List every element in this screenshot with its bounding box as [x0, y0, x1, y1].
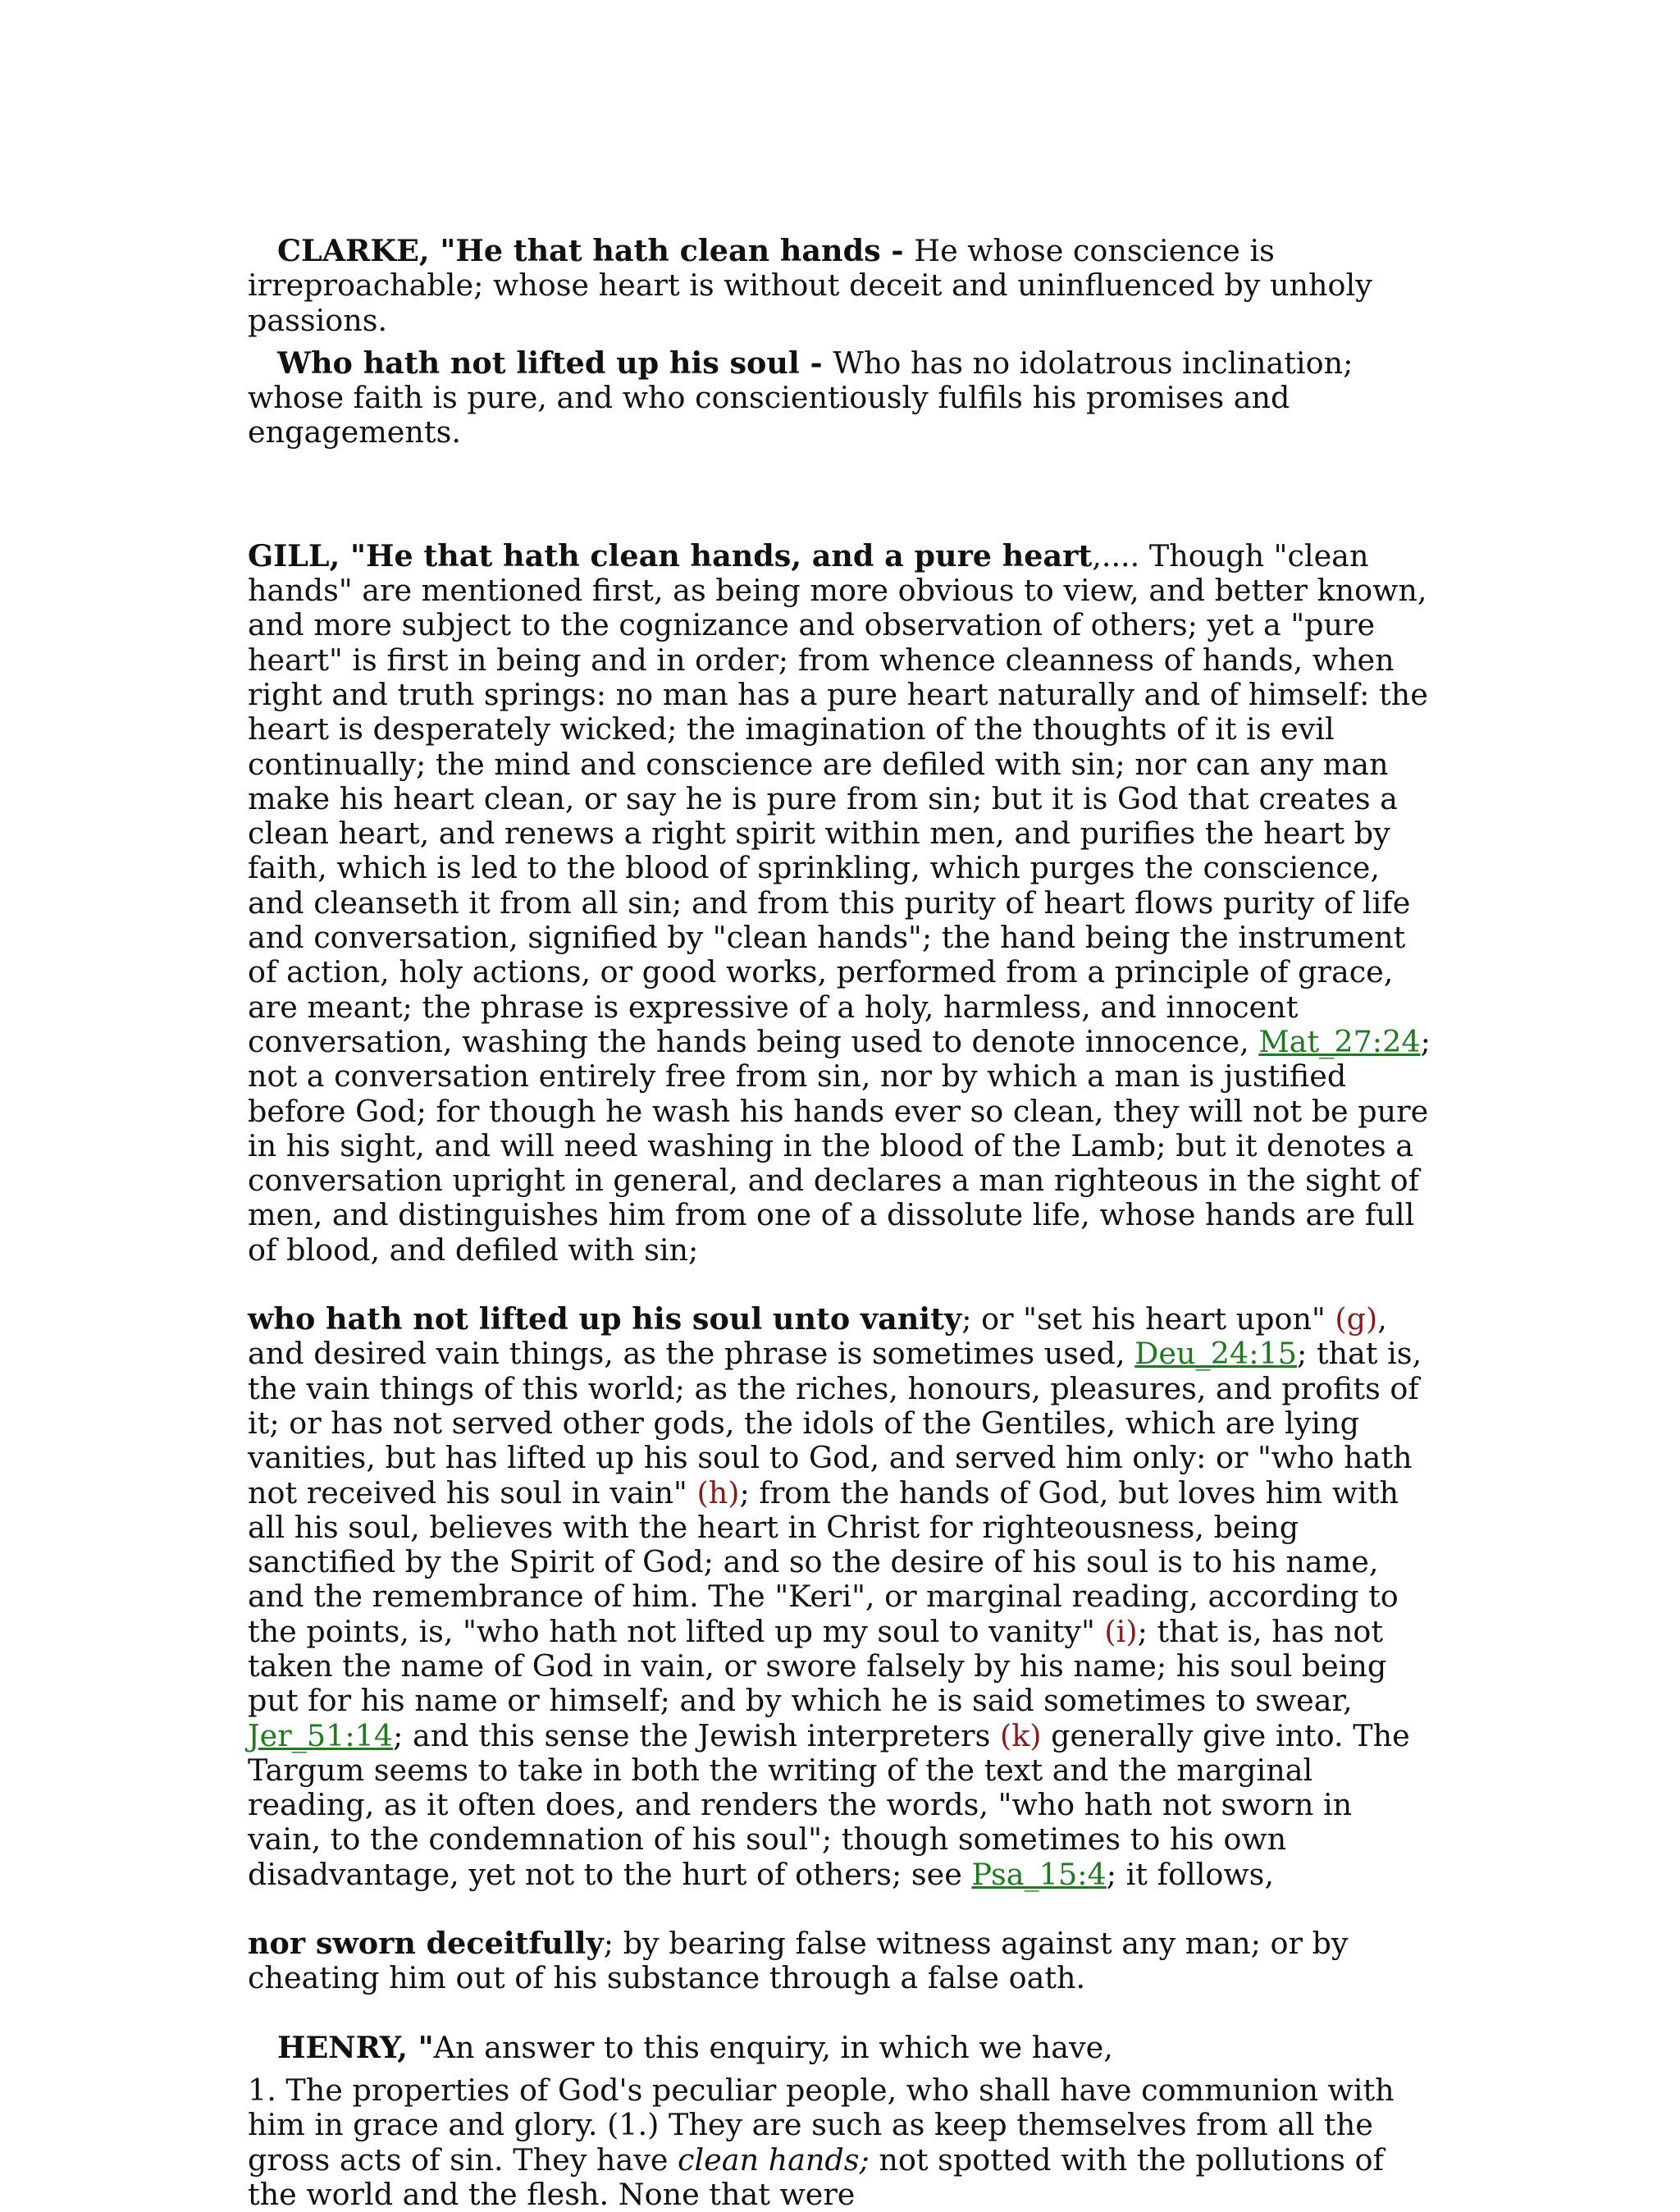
gill-subheading-vanity: who hath not lifted up his soul unto vanity [248, 1301, 962, 1337]
footnote-link-i[interactable]: (i) [1104, 1613, 1138, 1649]
clarke-text-1: He whose conscience is irreproachable; whose heart is without deceit and uninfluenced by unholy passions. [248, 233, 1372, 338]
scripture-link-jer-51-14[interactable]: Jer_51:14 [248, 1717, 394, 1753]
clarke-subheading: Who hath not lifted up his soul - [277, 345, 833, 381]
gill-text-2e: ; that is, has not taken the name of God in vain, or swore falsely by his name; his soul being put for his name or himself; and by which he is said sometimes to swear, [248, 1613, 1387, 1719]
gill-text-2h: ; it follows, [1106, 1856, 1274, 1892]
footnote-link-h[interactable]: (h) [696, 1474, 740, 1510]
gill-text-2b: , and desired vain things, as the phrase is sometimes used, [248, 1301, 1387, 1372]
footnote-link-g[interactable]: (g) [1335, 1301, 1378, 1337]
gill-text-2c: ; that is, the vain things of this world; as the riches, honours, pleasures, and profits of it; or has not served other gods, the idols of the Gentiles, which are lying vanities, but has lifted up his soul to God, and served him only: or "who hath not received his soul in vain" [248, 1336, 1422, 1510]
scripture-link-psa-15-4[interactable]: Psa_15:4 [971, 1856, 1107, 1892]
henry-text-1: An answer to this enquiry, in which we have, [433, 2029, 1113, 2065]
clarke-text-2: Who has no idolatrous inclination; whose faith is pure, and who conscientiously fulfils his promises and engagements. [248, 345, 1354, 450]
gill-text-2g: generally give into. The Targum seems to take in both the writing of the text and the marginal reading, as it often does, and renders the words, "who hath not sworn in vain, to the condemnation of his soul"; though sometimes to his own disadvantage, yet not to the hurt of others; see [248, 1717, 1410, 1892]
gill-text-1b: ; not a conversation entirely free from sin, nor by which a man is justified before God; for though he wash his hands ever so clean, they will not be pure in his sight, and will need washing in the blood of the Lamb; but it denotes a conversation upright in general, and declares a man righteous in the sight of men, and distinguishes him from one of a dissolute life, whose hands are full of blood, and defiled with sin; [248, 1023, 1431, 1268]
gill-text-2a: ; or "set his heart upon" [961, 1301, 1335, 1337]
clarke-paragraph-1 [248, 234, 1434, 338]
gill-heading: GILL, "He that hath clean hands, and a pure heart [248, 537, 1093, 574]
henry-text-2b: not spotted with the pollutions of the world and the flesh. None that were [248, 2141, 1385, 2212]
gill-paragraph-1 [248, 539, 1434, 1268]
clarke-paragraph-2 [248, 346, 1434, 450]
gill-text-2f: ; and this sense the Jewish interpreters [393, 1717, 1000, 1753]
footnote-link-k[interactable]: (k) [999, 1717, 1042, 1753]
gill-text-3: ; by bearing false witness against any man; or by cheating him out of his substance through a false oath. [248, 1926, 1349, 1996]
gill-subheading-sworn: nor sworn deceitfully [248, 1926, 604, 1962]
gill-paragraph-2 [248, 1302, 1434, 1892]
henry-emphasis-clean-hands: clean hands; [678, 2141, 870, 2178]
gill-text-1a: ,.... Though "clean hands" are mentioned first, as being more obvious to view, and better known, and more subject to the cognizance and observation of others; yet a "pure heart" is first in being and in order; from whence cleanness of hands, when right and truth springs: no man has a pure heart naturally and of himself: the heart is desperately wicked; the imagination of the thoughts of it is evil continually; the mind and conscience are defiled with sin; nor can any man make his heart clean, or say he is pure from sin; but it is God that creates a clean heart, and renews a right spirit within men, and purifies the heart by faith, which is led to the blood of sprinkling, which purges the conscience, and cleanseth it from all sin; and from this purity of heart flows purity of life and conversation, signified by "clean hands"; the hand being the instrument of action, holy actions, or good works, performed from a principle of grace, are meant; the phrase is expressive of a holy, harmless, and innocent conversation, washing the hands being used to denote innocence, [248, 537, 1428, 1059]
gill-paragraph-3 [248, 1926, 1434, 1996]
scripture-link-mat-27-24[interactable]: Mat_27:24 [1258, 1023, 1421, 1059]
henry-paragraph-1 [248, 2031, 1434, 2065]
henry-heading: HENRY, " [277, 2029, 434, 2065]
scripture-link-deu-24-15[interactable]: Deu_24:15 [1134, 1336, 1297, 1372]
clarke-heading: CLARKE, "He that hath clean hands - [277, 233, 915, 268]
henry-text-2a: 1. The properties of God's peculiar people, who shall have communion with him in grace and glory. (1.) They are such as keep themselves from all the gross acts of sin. They have [248, 2072, 1395, 2178]
gill-text-2d: ; from the hands of God, but loves him with all his soul, believes with the heart in Christ for righteousness, being sanctified by the Spirit of God; and so the desire of his soul is to his name, and the remembrance of him. The "Keri", or marginal reading, according to the points, is, "who hath not lifted up my soul to vanity" [248, 1474, 1399, 1649]
henry-paragraph-2 [248, 2073, 1434, 2212]
